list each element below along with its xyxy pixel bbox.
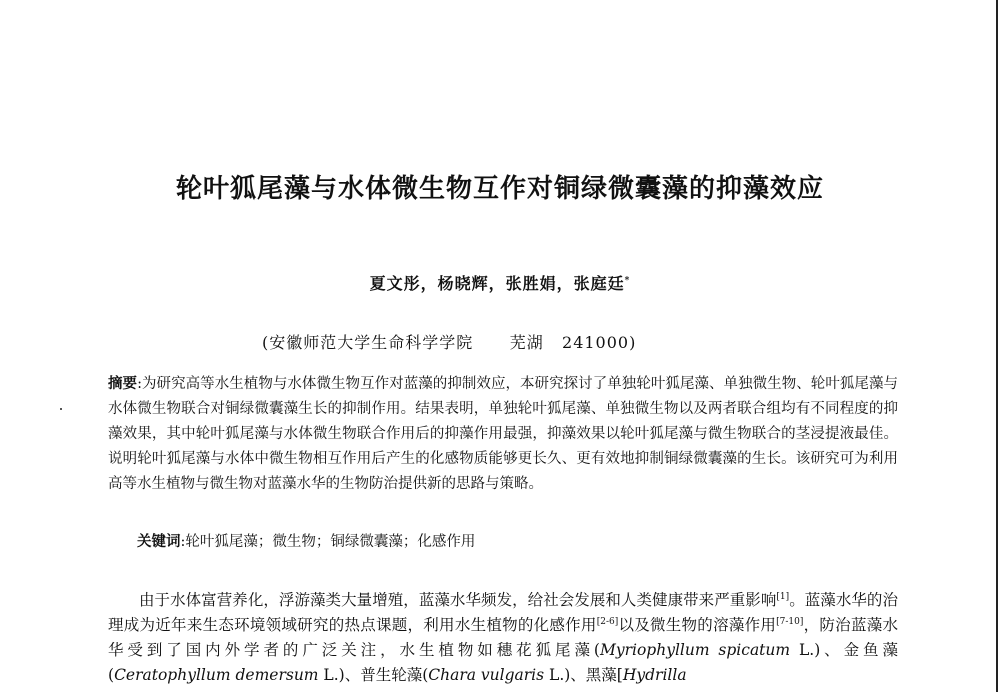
body-segment: 由于水体富营养化，浮游藻类大量增殖，蓝藻水华频发，给社会发展和人类健康带来严重影响 bbox=[139, 591, 777, 609]
body-segment: L.)、普生轮藻( bbox=[318, 666, 429, 684]
affiliation: (安徽师范大学生命科学学院 芜湖 241000) bbox=[262, 333, 637, 352]
scan-speck bbox=[60, 408, 62, 410]
body-paragraph bbox=[108, 588, 898, 688]
citation-ref: [7-10] bbox=[776, 617, 804, 627]
body-segment: L.)、黑藻[ bbox=[544, 666, 623, 684]
body-segment: ，防治蓝藻水华受到了国内外学者的广泛关注，水生植物如穗花狐尾藻( bbox=[108, 616, 898, 659]
keywords-label: 关键词 bbox=[137, 534, 181, 550]
abstract bbox=[108, 372, 898, 497]
citation-ref: [2-6] bbox=[596, 617, 619, 627]
species-name: Chara vulgaris bbox=[428, 666, 545, 684]
body-segment: L.)、金鱼藻( bbox=[108, 641, 898, 684]
species-name: Ceratophyllum demersum bbox=[114, 666, 319, 684]
corresponding-author-mark: * bbox=[624, 276, 631, 286]
page-edge-line bbox=[996, 0, 998, 692]
abstract-text: :为研究高等水生植物与水体微生物互作对蓝藻的抑制效应，本研究探讨了单独轮叶狐尾藻、单独微生物、轮叶狐尾藻与水体微生物联合对铜绿微囊藻生长的抑制作用。结果表明，单独轮叶狐尾藻、单独微生物以及两者联合组均有不同程度的抑藻效果，其中轮叶狐尾藻与水体微生物联合作用后的抑藻作用最强，抑藻效果以轮叶狐尾藻与微生物联合的茎浸提液最佳。说明轮叶狐尾藻与水体中微生物相互作用后产生的化感物质能够更长久、更有效地抑制铜绿微囊藻的生长。该研究可为利用高等水生植物与微生物对蓝藻水华的生物防治提供新的思路与策略。 bbox=[108, 376, 898, 492]
abstract-label: 摘要 bbox=[108, 376, 138, 392]
body-segment: 以及微生物的溶藻作用 bbox=[618, 616, 777, 634]
author-list bbox=[0, 271, 1000, 294]
authors-text: 夏文彤，杨晓辉，张胜娟，张庭廷 bbox=[369, 274, 625, 293]
keywords-text: :轮叶狐尾藻；微生物；铜绿微囊藻；化感作用 bbox=[180, 534, 476, 550]
body-segment: 。蓝藻水华的治理成为近年来生态环境领域研究的热点课题，利用水生植物的化感作用 bbox=[108, 591, 898, 634]
paper-title: 轮叶狐尾藻与水体微生物互作对铜绿微囊藻的抑藻效应 bbox=[175, 174, 824, 204]
citation-ref: [1] bbox=[776, 592, 790, 602]
species-name: Myriophyllum spicatum bbox=[599, 641, 791, 659]
species-name: Hydrilla bbox=[622, 666, 687, 684]
keywords bbox=[137, 530, 897, 551]
